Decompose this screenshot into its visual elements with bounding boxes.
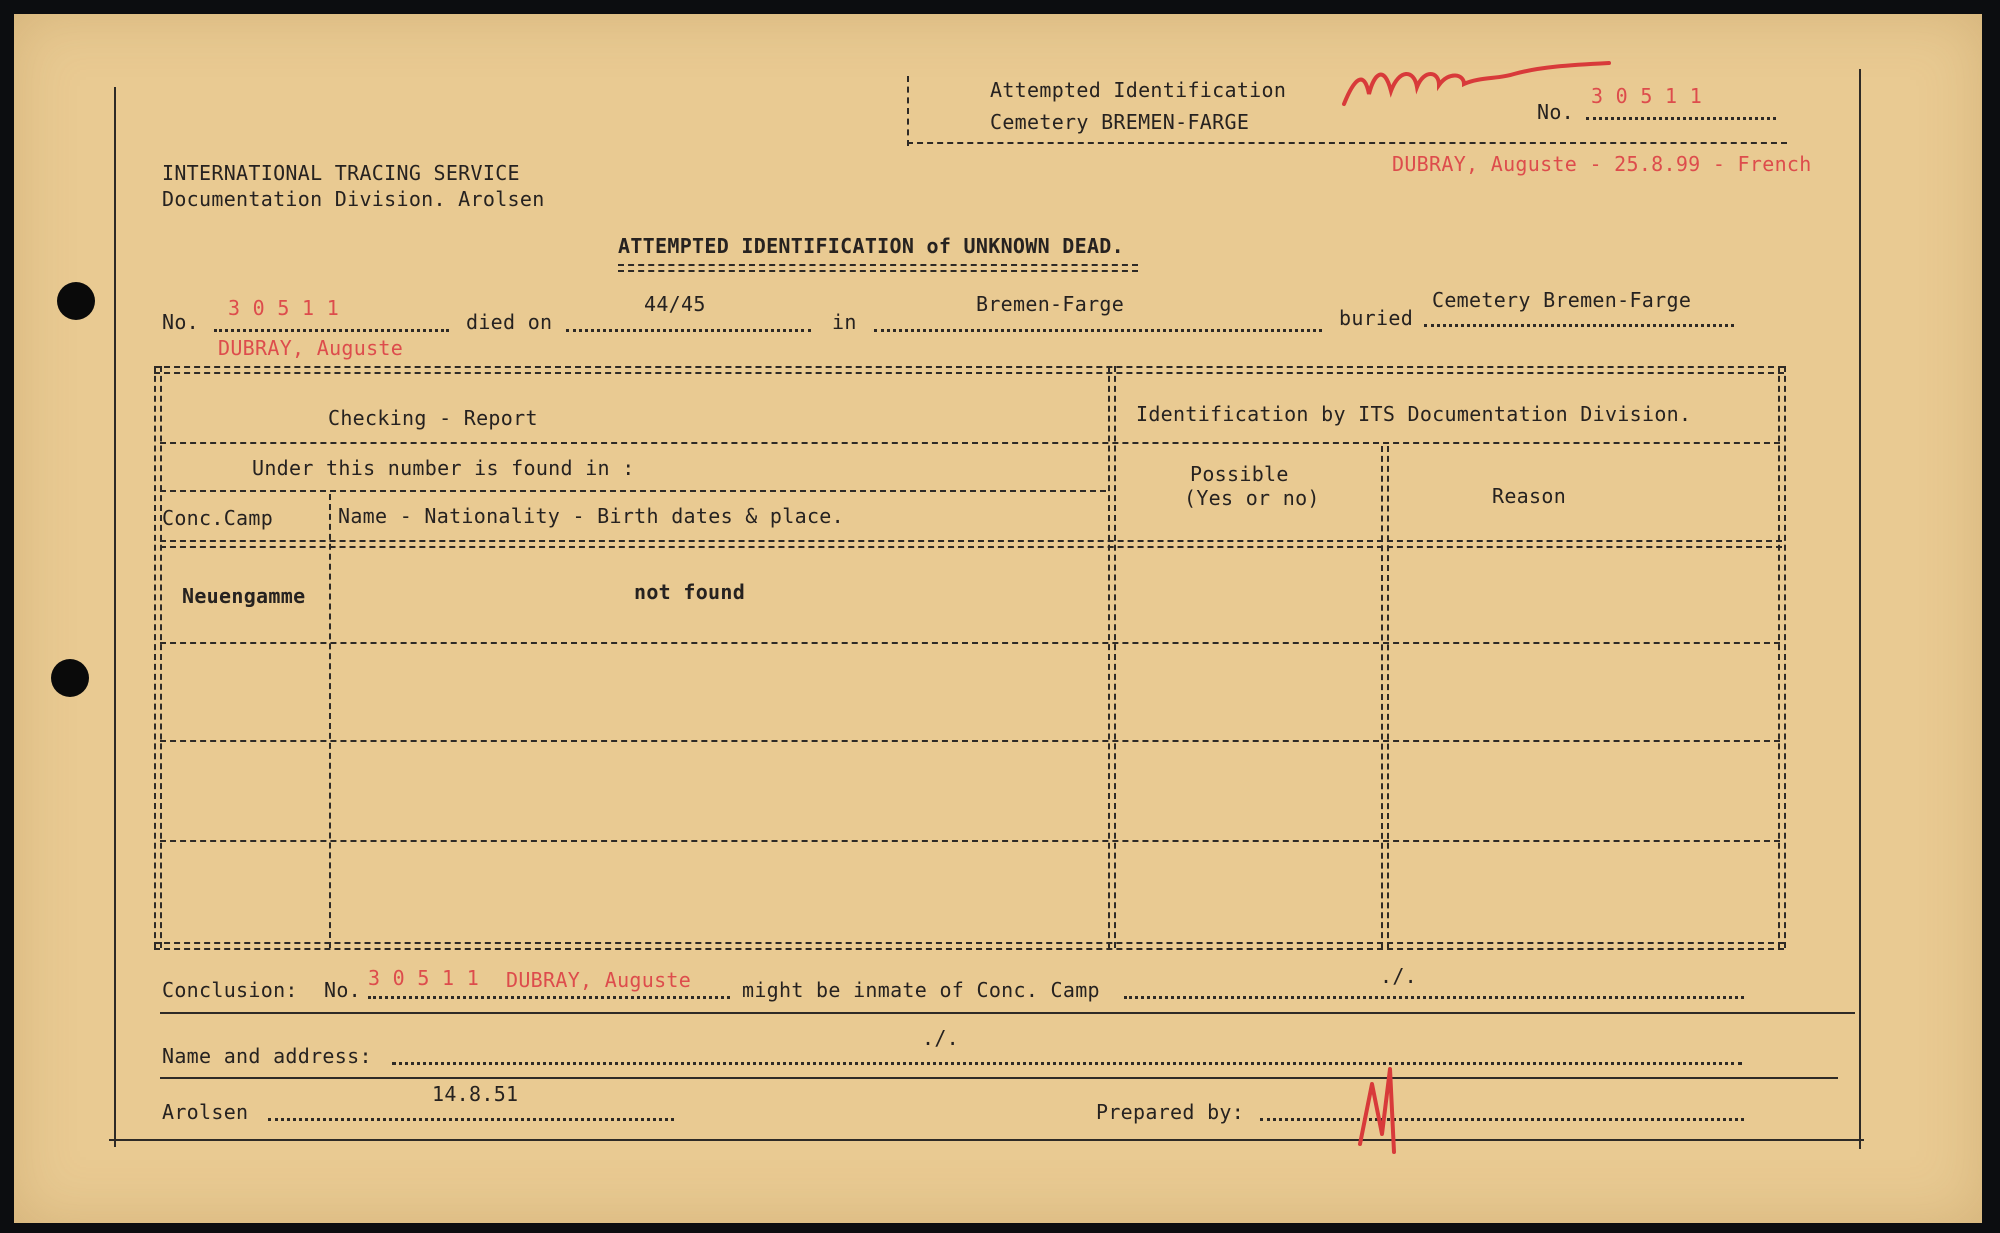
record-no-dots	[214, 329, 449, 332]
column-header-underline	[160, 540, 1782, 548]
table-bottom-border	[154, 942, 1784, 950]
record-buried-value: Cemetery Bremen-Farge	[1432, 288, 1692, 312]
conclusion-label: Conclusion:	[162, 978, 298, 1002]
footer-place: Arolsen	[162, 1100, 249, 1124]
col-camp-label: Conc.Camp	[162, 506, 274, 530]
conclusion-camp-dots	[1124, 996, 1744, 999]
col-name-label: Name - Nationality - Birth dates & place.	[338, 504, 844, 528]
record-died-dots	[566, 329, 811, 332]
index-card	[14, 14, 1982, 1223]
org-division: Documentation Division. Arolsen	[162, 187, 545, 211]
title-underline	[618, 264, 1138, 272]
name-address-label: Name and address:	[162, 1044, 372, 1068]
record-no-label: No.	[162, 310, 200, 334]
row-line-3	[160, 840, 1780, 842]
table-divider-main	[1108, 366, 1116, 948]
record-in-value: Bremen-Farge	[976, 292, 1125, 316]
header-box-bottom-border	[907, 142, 1787, 144]
prepared-by-label: Prepared by:	[1096, 1100, 1245, 1124]
table-divider-possible	[1381, 446, 1389, 948]
conclusion-no-dots	[368, 996, 730, 999]
identification-heading: Identification by ITS Documentation Division.	[1136, 402, 1692, 426]
row1-name: not found	[634, 580, 746, 604]
red-person-line: DUBRAY, Auguste - 25.8.99 - French	[1392, 152, 1812, 176]
table-divider-camp	[329, 494, 331, 948]
header-box-left-border	[907, 76, 909, 146]
header-row-line	[160, 442, 1780, 444]
name-address-dots	[392, 1062, 1742, 1065]
conclusion-inmate-text: might be inmate of Conc. Camp	[742, 978, 1100, 1002]
conclusion-rule	[160, 1012, 1855, 1014]
record-no-value: 3 0 5 1 1	[228, 296, 340, 320]
table-top-border	[154, 366, 1784, 374]
table-right-border	[1778, 366, 1786, 948]
frame-right	[1859, 69, 1861, 1149]
header-no-dots	[1586, 117, 1776, 120]
prepared-by-dots	[1260, 1118, 1744, 1121]
header-cemetery: Cemetery BREMEN-FARGE	[990, 110, 1250, 134]
footer-date-dots	[268, 1118, 674, 1121]
col-possible-label: Possible	[1190, 462, 1289, 486]
row-line-2	[160, 740, 1780, 742]
conclusion-name-value: DUBRAY, Auguste	[506, 968, 692, 992]
name-address-value: ./.	[922, 1026, 960, 1050]
footer-date: 14.8.51	[432, 1082, 519, 1106]
row1-camp: Neuengamme	[182, 584, 306, 608]
name-address-rule	[160, 1077, 1838, 1079]
record-name-red: DUBRAY, Auguste	[218, 336, 404, 360]
frame-bottom	[109, 1139, 1864, 1141]
record-in-dots	[874, 329, 1322, 332]
initials-signature	[1354, 1064, 1414, 1159]
table-left-border	[154, 366, 162, 948]
header-no-label: No.	[1537, 100, 1575, 124]
conclusion-camp-value: ./.	[1380, 964, 1418, 988]
page-title: ATTEMPTED IDENTIFICATION of UNKNOWN DEAD.	[618, 234, 1124, 258]
record-died-value: 44/45	[644, 292, 706, 316]
under-number-label: Under this number is found in :	[252, 456, 635, 480]
checking-report-heading: Checking - Report	[328, 406, 538, 430]
col-possible-sub-label: (Yes or no)	[1184, 486, 1320, 510]
punch-hole-bottom	[51, 659, 89, 697]
conclusion-no-label: No.	[324, 978, 362, 1002]
punch-hole-top	[57, 282, 95, 320]
header-attempted-identification: Attempted Identification	[990, 78, 1287, 102]
org-name: INTERNATIONAL TRACING SERVICE	[162, 161, 520, 185]
row-line-1	[160, 642, 1780, 644]
subheader-line	[160, 490, 1106, 492]
col-reason-label: Reason	[1492, 484, 1567, 508]
frame-left	[114, 87, 116, 1147]
record-in-label: in	[832, 310, 857, 334]
conclusion-no-value: 3 0 5 1 1	[368, 966, 480, 990]
record-buried-label: buried	[1339, 306, 1414, 330]
record-buried-dots	[1424, 324, 1734, 327]
record-died-label: died on	[466, 310, 553, 334]
header-no-value: 3 0 5 1 1	[1591, 84, 1703, 108]
